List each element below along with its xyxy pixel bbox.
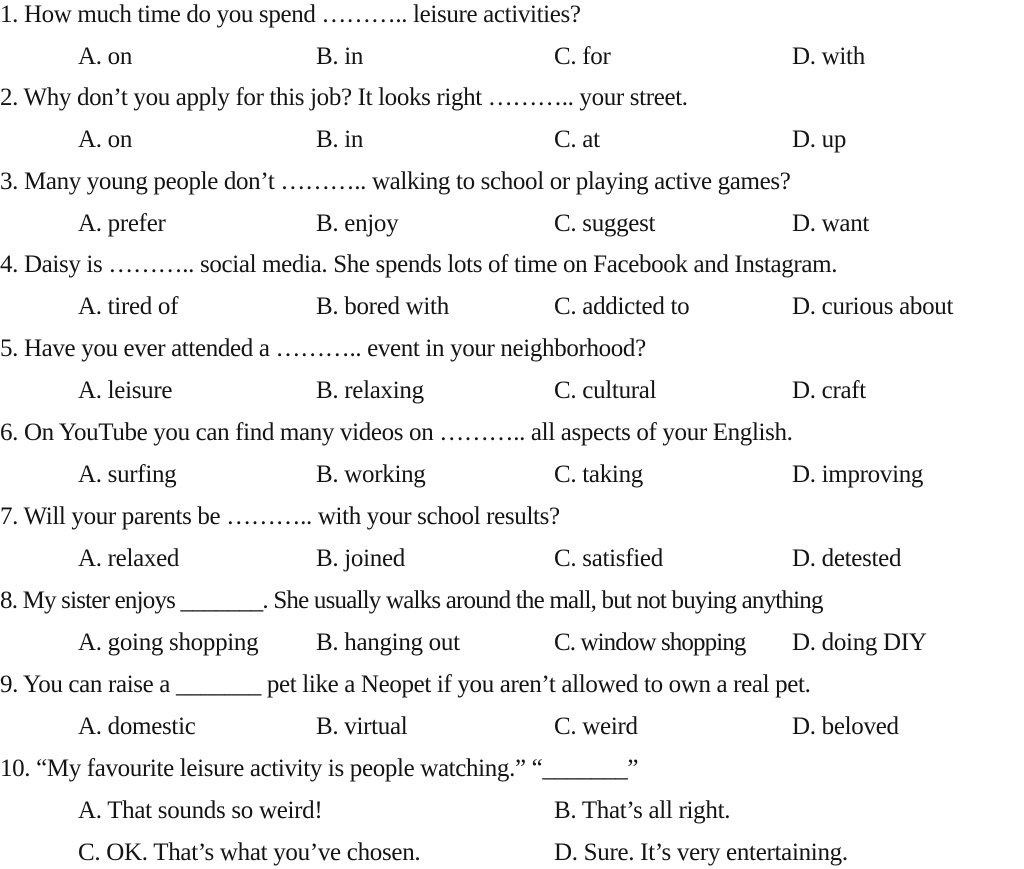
question-10-option-a: A. That sounds so weird!: [78, 797, 323, 824]
question-1-option-b: B. in: [316, 43, 364, 70]
question-3-option-d: D. want: [792, 210, 870, 237]
question-7-option-b: B. joined: [316, 545, 405, 572]
question-8-stem: 8. My sister enjoys _______. She usually walks around the mall, but not buying anything: [0, 587, 823, 614]
question-1-options: [0, 42, 1024, 72]
question-3-option-a: A. prefer: [78, 210, 166, 237]
question-5-option-c: C. cultural: [554, 377, 657, 404]
question-10-stem: 10. “My favourite leisure activity is people watching.” “_______”: [0, 755, 639, 782]
question-5-stem: 5. Have you ever attended a ……….. event in your neighborhood?: [0, 335, 646, 362]
question-7-options: [0, 544, 1024, 574]
question-6-option-d: D. improving: [792, 461, 924, 488]
question-2-options: [0, 125, 1024, 155]
question-8-option-a: A. going shopping: [78, 629, 259, 656]
question-6-options: [0, 460, 1024, 490]
question-2-option-c: C. at: [554, 126, 600, 153]
question-9-options: [0, 712, 1024, 742]
question-3-options: [0, 209, 1024, 239]
question-10-option-d: D. Sure. It’s very entertaining.: [554, 839, 848, 866]
question-2-option-d: D. up: [792, 126, 847, 153]
question-6-option-c: C. taking: [554, 461, 643, 488]
question-5-options: [0, 376, 1024, 406]
question-10-options-row-1: [0, 796, 1024, 826]
question-10-option-c: C. OK. That’s what you’ve chosen.: [78, 839, 421, 866]
question-7-option-c: C. satisfied: [554, 545, 663, 572]
question-7-option-d: D. detested: [792, 545, 902, 572]
question-9-option-b: B. virtual: [316, 713, 408, 740]
question-4-option-c: C. addicted to: [554, 293, 690, 320]
question-2-option-b: B. in: [316, 126, 364, 153]
question-1-stem: 1. How much time do you spend ……….. leisure activities?: [0, 1, 581, 28]
question-9-option-c: C. weird: [554, 713, 638, 740]
question-5-option-b: B. relaxing: [316, 377, 424, 404]
question-2-option-a: A. on: [78, 126, 133, 153]
question-8-option-d: D. doing DIY: [792, 629, 927, 656]
question-3-stem: 3. Many young people don’t ……….. walking to school or playing active games?: [0, 168, 791, 195]
question-4-option-b: B. bored with: [316, 293, 449, 320]
question-8-option-b: B. hanging out: [316, 629, 460, 656]
question-10-option-b: B. That’s all right.: [554, 797, 731, 824]
question-4-options: [0, 292, 1024, 322]
question-10-options-row-2: [0, 838, 1024, 868]
question-1-option-d: D. with: [792, 43, 865, 70]
question-6-option-b: B. working: [316, 461, 426, 488]
question-3-option-c: C. suggest: [554, 210, 656, 237]
question-5-option-a: A. leisure: [78, 377, 173, 404]
question-9-option-a: A. domestic: [78, 713, 196, 740]
question-1-option-c: C. for: [554, 43, 611, 70]
question-9-stem: 9. You can raise a _______ pet like a Neopet if you aren’t allowed to own a real pet.: [0, 671, 811, 698]
question-4-stem: 4. Daisy is ……….. social media. She spends lots of time on Facebook and Instagram.: [0, 251, 838, 278]
question-7-stem: 7. Will your parents be ……….. with your school results?: [0, 503, 560, 530]
question-7-option-a: A. relaxed: [78, 545, 180, 572]
question-3-option-b: B. enjoy: [316, 210, 399, 237]
question-8-option-c: C. window shopping: [554, 629, 746, 656]
question-1-option-a: A. on: [78, 43, 133, 70]
question-4-option-a: A. tired of: [78, 293, 179, 320]
question-6-option-a: A. surfing: [78, 461, 177, 488]
question-8-options: [0, 628, 1024, 658]
question-9-option-d: D. beloved: [792, 713, 899, 740]
question-5-option-d: D. craft: [792, 377, 866, 404]
question-4-option-d: D. curious about: [792, 293, 954, 320]
question-2-stem: 2. Why don’t you apply for this job? It looks right ……….. your street.: [0, 84, 688, 111]
question-6-stem: 6. On YouTube you can find many videos on ……….. all aspects of your English.: [0, 419, 793, 446]
